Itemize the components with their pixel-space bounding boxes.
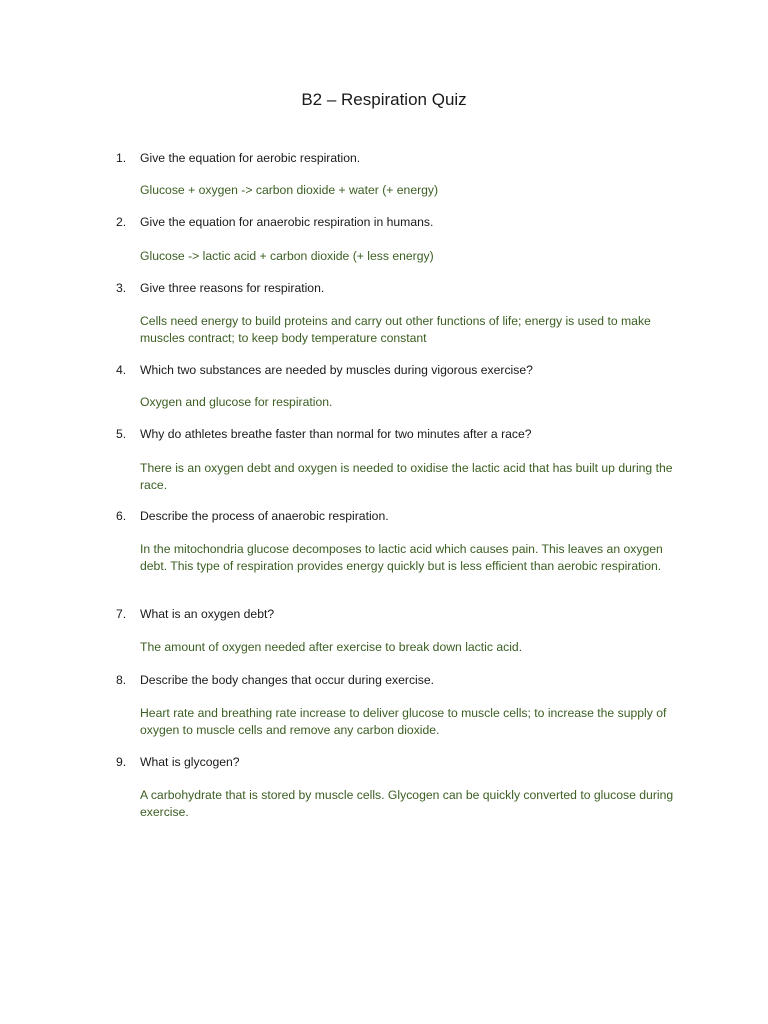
question-text: Which two substances are needed by muscles during vigorous exercise? bbox=[140, 363, 533, 377]
question-text: Give the equation for anaerobic respiration in humans. bbox=[140, 215, 434, 229]
question-text: Give three reasons for respiration. bbox=[140, 281, 325, 295]
question-number: 5. bbox=[116, 427, 127, 441]
question-number: 6. bbox=[116, 509, 127, 523]
question-number: 7. bbox=[116, 607, 127, 621]
question-number: 9. bbox=[116, 755, 127, 769]
question-number: 8. bbox=[116, 673, 127, 687]
question-number: 3. bbox=[116, 281, 127, 295]
answer-text: Cells need energy to build proteins and carry out other functions of life; energy is used to make muscles contract; to keep body temperature constant bbox=[140, 314, 651, 345]
answer-text: In the mitochondria glucose decomposes to lactic acid which causes pain. This leaves an oxygen debt. This type of respiration provides energy quickly but is less efficient than aerobic respiration. bbox=[140, 542, 663, 573]
question-text: Give the equation for aerobic respiration. bbox=[140, 151, 361, 165]
question-number: 1. bbox=[116, 151, 127, 165]
answer-text: There is an oxygen debt and oxygen is needed to oxidise the lactic acid that has built up during the race. bbox=[140, 461, 673, 492]
answer-text: A carbohydrate that is stored by muscle cells. Glycogen can be quickly converted to glucose during exercise. bbox=[140, 788, 674, 819]
question-text: Describe the body changes that occur during exercise. bbox=[140, 673, 435, 687]
answer-text: Glucose + oxygen -> carbon dioxide + water (+ energy) bbox=[140, 183, 439, 197]
question-text: Why do athletes breathe faster than normal for two minutes after a race? bbox=[140, 427, 532, 441]
question-number: 2. bbox=[116, 215, 127, 229]
answer-text: Heart rate and breathing rate increase to deliver glucose to muscle cells; to increase the supply of oxygen to muscle cells and remove any carbon dioxide. bbox=[140, 706, 667, 737]
question-text: What is glycogen? bbox=[140, 755, 240, 769]
question-number: 4. bbox=[116, 363, 127, 377]
question-text: Describe the process of anaerobic respiration. bbox=[140, 509, 389, 523]
answer-text: The amount of oxygen needed after exercise to break down lactic acid. bbox=[140, 640, 523, 654]
question-text: What is an oxygen debt? bbox=[140, 607, 275, 621]
page-title: B2 – Respiration Quiz bbox=[301, 90, 467, 109]
answer-text: Oxygen and glucose for respiration. bbox=[140, 395, 333, 409]
answer-text: Glucose -> lactic acid + carbon dioxide (+ less energy) bbox=[140, 249, 434, 263]
